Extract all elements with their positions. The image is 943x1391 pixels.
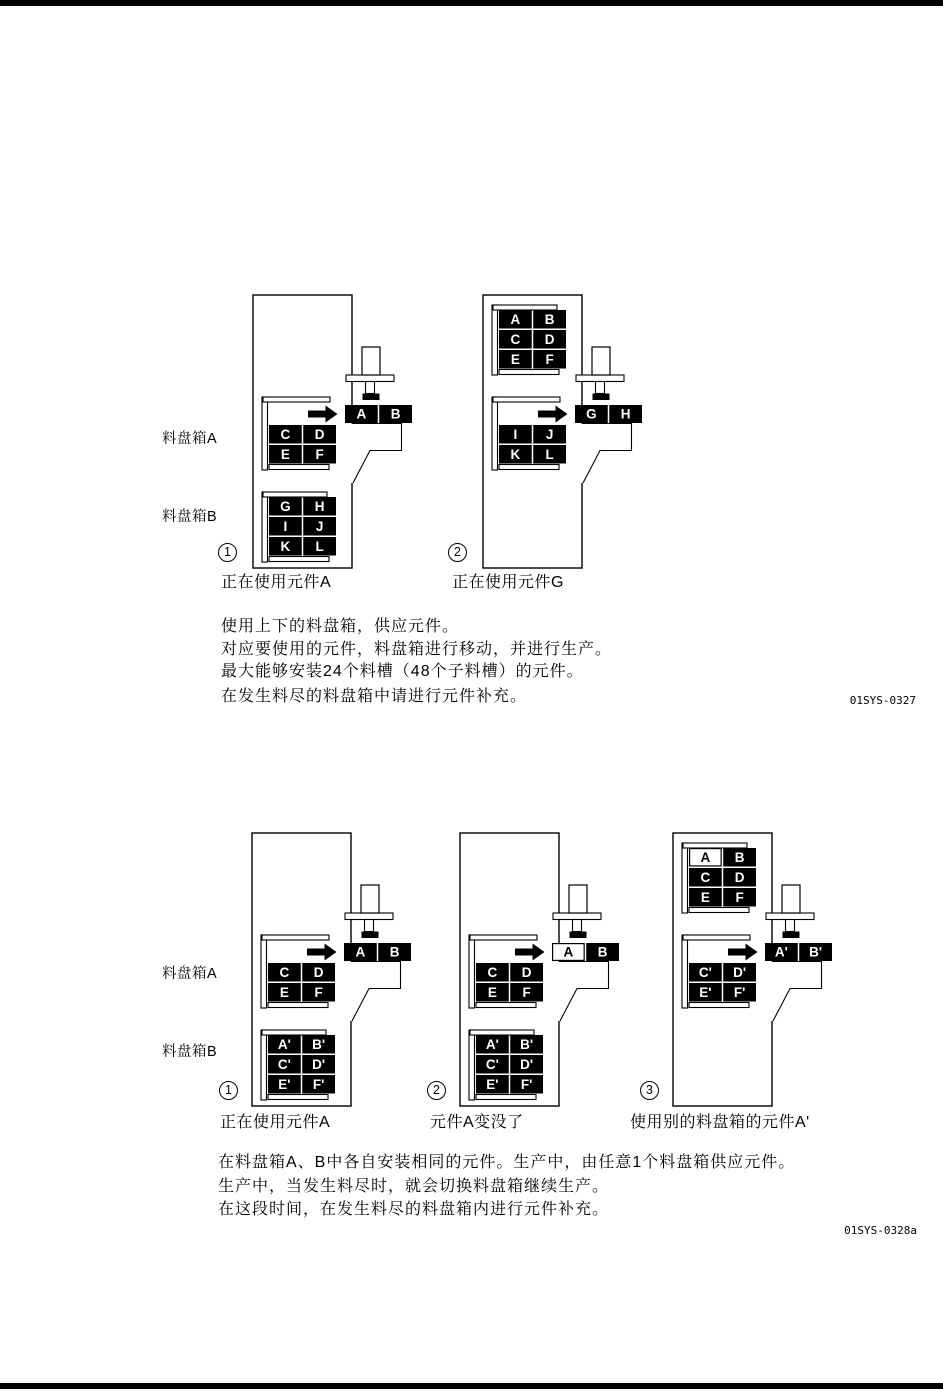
tray-cell-label: E (279, 984, 289, 1000)
feeder-panel (482, 294, 649, 571)
tray-platform (771, 962, 822, 1022)
tray-magazine-b (469, 1030, 543, 1100)
magazine-bracket-top-rail (470, 935, 537, 940)
magazine-bracket-spine (682, 843, 688, 913)
feeder-panel (459, 832, 626, 1109)
figure-note: 在这段时间，在发生料尽的料盘箱内进行元件补充。 (218, 1201, 610, 1218)
tray-cell-label: A (563, 944, 574, 960)
tray-magazine-a (492, 305, 566, 375)
magazine-bracket-spine (261, 935, 267, 1008)
figure-code: 01SYS-0327 (849, 694, 916, 707)
magazine-bracket-bottom-rail (269, 557, 329, 562)
step-number: 1 (224, 545, 231, 559)
tray-cell-label: G (586, 406, 597, 422)
step-number-badge (448, 543, 467, 562)
feeder-panel (672, 832, 839, 1109)
magazine-bracket-top-rail (263, 492, 327, 497)
tray-cell-label: C' (485, 1056, 499, 1072)
pick-head-body (782, 885, 800, 913)
slide-out-arrow-icon (307, 944, 337, 961)
magazine-bracket-top-rail (263, 397, 330, 402)
pick-head-body (361, 885, 379, 913)
pick-head-flange (766, 913, 814, 920)
magazine-bracket-bottom-rail (499, 465, 559, 470)
magazine-bracket-bottom-rail (268, 1095, 328, 1100)
figure-note: 最大能够安装24个料槽（48个子料槽）的元件。 (221, 663, 584, 680)
magazine-bracket-bottom-rail (499, 370, 559, 375)
pick-nozzle-pad (363, 394, 380, 401)
tray-cell-label: E' (278, 1076, 291, 1092)
tray-cell-label: D (544, 331, 555, 347)
magazine-bracket-top-rail (262, 935, 329, 940)
panel-caption: 正在使用元件A (220, 1114, 331, 1131)
tray-cell-label: D (313, 964, 324, 980)
tray-magazine-a-label: 料盘箱A (162, 966, 218, 982)
page-rule-top (0, 0, 943, 6)
tray-cell-label: I (283, 518, 288, 534)
tray-cell-label: C (510, 331, 521, 347)
magazine-bracket-top-rail (470, 1030, 534, 1035)
tray-cell-label: E (487, 984, 497, 1000)
magazine-bracket-spine (261, 1030, 267, 1100)
pick-head-flange (576, 375, 624, 382)
figure-note: 使用上下的料盘箱，供应元件。 (221, 618, 460, 635)
magazine-bracket-spine (262, 492, 268, 562)
magazine-bracket-spine (262, 397, 268, 470)
tray-cell-label: L (545, 446, 554, 462)
tray-cell-label: F (315, 446, 324, 462)
tray-magazine-a (682, 843, 756, 913)
figure-note: 对应要使用的元件，料盘箱进行移动，并进行生产。 (221, 641, 613, 658)
tray-cell-label: F (522, 984, 531, 1000)
tray-cell-label: A (700, 849, 711, 865)
tray-platform (350, 962, 401, 1022)
panel-caption: 元件A变没了 (430, 1114, 524, 1131)
feeder-panel (252, 294, 419, 571)
tray-cell-label: A (510, 311, 521, 327)
pick-head-body (592, 347, 610, 375)
tray-cell-label: D' (733, 964, 747, 980)
tray-cell-label: L (315, 538, 324, 554)
tray-magazine-a-label: 料盘箱A (162, 431, 218, 447)
tray-cell-label: H (314, 498, 325, 514)
slide-out-arrow-icon (728, 944, 758, 961)
slide-out-arrow-icon (515, 944, 545, 961)
step-number: 2 (454, 545, 461, 559)
tray-cell-label: B (544, 311, 555, 327)
tray-cell-label: A (355, 944, 366, 960)
tray-platform (351, 424, 402, 484)
pick-nozzle-pad (362, 932, 379, 939)
magazine-bracket-bottom-rail (476, 1003, 536, 1008)
tray-cell-label: E' (699, 984, 712, 1000)
figure-note: 在发生料尽的料盘箱中请进行元件补充。 (221, 688, 528, 705)
tray-cell-label: B (389, 944, 400, 960)
tray-cell-label: C (280, 426, 291, 442)
magazine-bracket-spine (682, 935, 688, 1008)
tray-cell-label: H (620, 406, 631, 422)
tray-cell-label: C' (277, 1056, 291, 1072)
pick-head (576, 347, 624, 400)
tray-cell-label: F (545, 351, 554, 367)
tray-cell-label: C (487, 964, 498, 980)
tray-cell-label: D' (312, 1056, 326, 1072)
magazine-bracket-top-rail (683, 935, 750, 940)
magazine-bracket-spine (492, 305, 498, 375)
pick-head (345, 885, 393, 938)
tray-cell-label: B (597, 944, 608, 960)
tray-cell-label: E (700, 889, 710, 905)
tray-cell-label: E (510, 351, 520, 367)
feeder-panel (251, 832, 418, 1109)
figure-note: 在料盘箱A、B中各自安装相同的元件。生产中，由任意1个料盘箱供应元件。 (218, 1154, 796, 1171)
figure-note: 生产中，当发生料尽时，就会切换料盘箱继续生产。 (218, 1178, 610, 1195)
pick-head-body (569, 885, 587, 913)
panel-caption: 正在使用元件G (452, 574, 564, 591)
step-number-badge (219, 1081, 238, 1100)
tray-cell-label: F' (312, 1076, 325, 1092)
slide-out-arrow-icon (538, 406, 568, 423)
tray-cell-label: A' (277, 1036, 291, 1052)
pick-head-flange (346, 375, 394, 382)
tray-cell-label: J (315, 518, 324, 534)
pick-nozzle-pad (593, 394, 610, 401)
pick-nozzle-pad (783, 932, 800, 939)
pick-nozzle-pad (570, 932, 587, 939)
magazine-bracket-spine (469, 935, 475, 1008)
magazine-bracket-top-rail (683, 843, 747, 848)
tray-cell-label: B' (809, 944, 823, 960)
magazine-bracket-bottom-rail (689, 1003, 749, 1008)
magazine-bracket-top-rail (493, 397, 560, 402)
panel-caption: 使用别的料盘箱的元件A' (630, 1114, 810, 1131)
magazine-bracket-bottom-rail (268, 1003, 328, 1008)
tray-cell-label: G (280, 498, 291, 514)
magazine-bracket-top-rail (493, 305, 557, 310)
page-rule-bottom (0, 1383, 943, 1389)
tray-cell-label: E' (486, 1076, 499, 1092)
tray-cell-label: J (545, 426, 554, 442)
step-number: 1 (225, 1083, 232, 1097)
tray-cell-label: B (390, 406, 401, 422)
tray-cell-label: D (521, 964, 532, 980)
step-number: 3 (646, 1083, 653, 1097)
step-number-badge (427, 1081, 446, 1100)
tray-magazine-b (261, 1030, 335, 1100)
tray-cell-label: A' (774, 944, 788, 960)
tray-cell-label: B' (312, 1036, 326, 1052)
tray-cell-label: D' (520, 1056, 534, 1072)
tray-magazine-b (262, 492, 336, 562)
magazine-bracket-bottom-rail (476, 1095, 536, 1100)
tray-cell-label: K (510, 446, 521, 462)
magazine-bracket-bottom-rail (689, 908, 749, 913)
tray-cell-label: B' (520, 1036, 534, 1052)
pick-head-body (362, 347, 380, 375)
tray-cell-label: K (280, 538, 291, 554)
figure-code: 01SYS-0328a (844, 1224, 917, 1237)
magazine-bracket-spine (469, 1030, 475, 1100)
pick-head-flange (345, 913, 393, 920)
tray-cell-label: C' (698, 964, 712, 980)
tray-cell-label: A' (485, 1036, 499, 1052)
tray-cell-label: I (513, 426, 518, 442)
magazine-bracket-top-rail (262, 1030, 326, 1035)
slide-out-arrow-icon (308, 406, 338, 423)
tray-cell-label: F (314, 984, 323, 1000)
tray-magazine-b-label: 料盘箱B (162, 509, 218, 525)
step-number-badge (640, 1081, 659, 1100)
tray-cell-label: F' (733, 984, 746, 1000)
tray-cell-label: D (314, 426, 325, 442)
pick-head (766, 885, 814, 938)
panel-caption: 正在使用元件A (221, 574, 332, 591)
step-number-badge (218, 543, 237, 562)
pick-head (553, 885, 601, 938)
tray-magazine-b-label: 料盘箱B (162, 1044, 218, 1060)
step-number: 2 (433, 1083, 440, 1097)
tray-cell-label: D (734, 869, 745, 885)
tray-cell-label: C (700, 869, 711, 885)
tray-cell-label: F (735, 889, 744, 905)
magazine-bracket-bottom-rail (269, 465, 329, 470)
tray-platform (558, 962, 609, 1022)
pick-head (346, 347, 394, 400)
tray-platform (581, 424, 632, 484)
magazine-bracket-spine (492, 397, 498, 470)
tray-cell-label: E (280, 446, 290, 462)
tray-cell-label: A (356, 406, 367, 422)
tray-cell-label: C (279, 964, 290, 980)
tray-cell-label: B (734, 849, 745, 865)
pick-head-flange (553, 913, 601, 920)
tray-cell-label: F' (520, 1076, 533, 1092)
